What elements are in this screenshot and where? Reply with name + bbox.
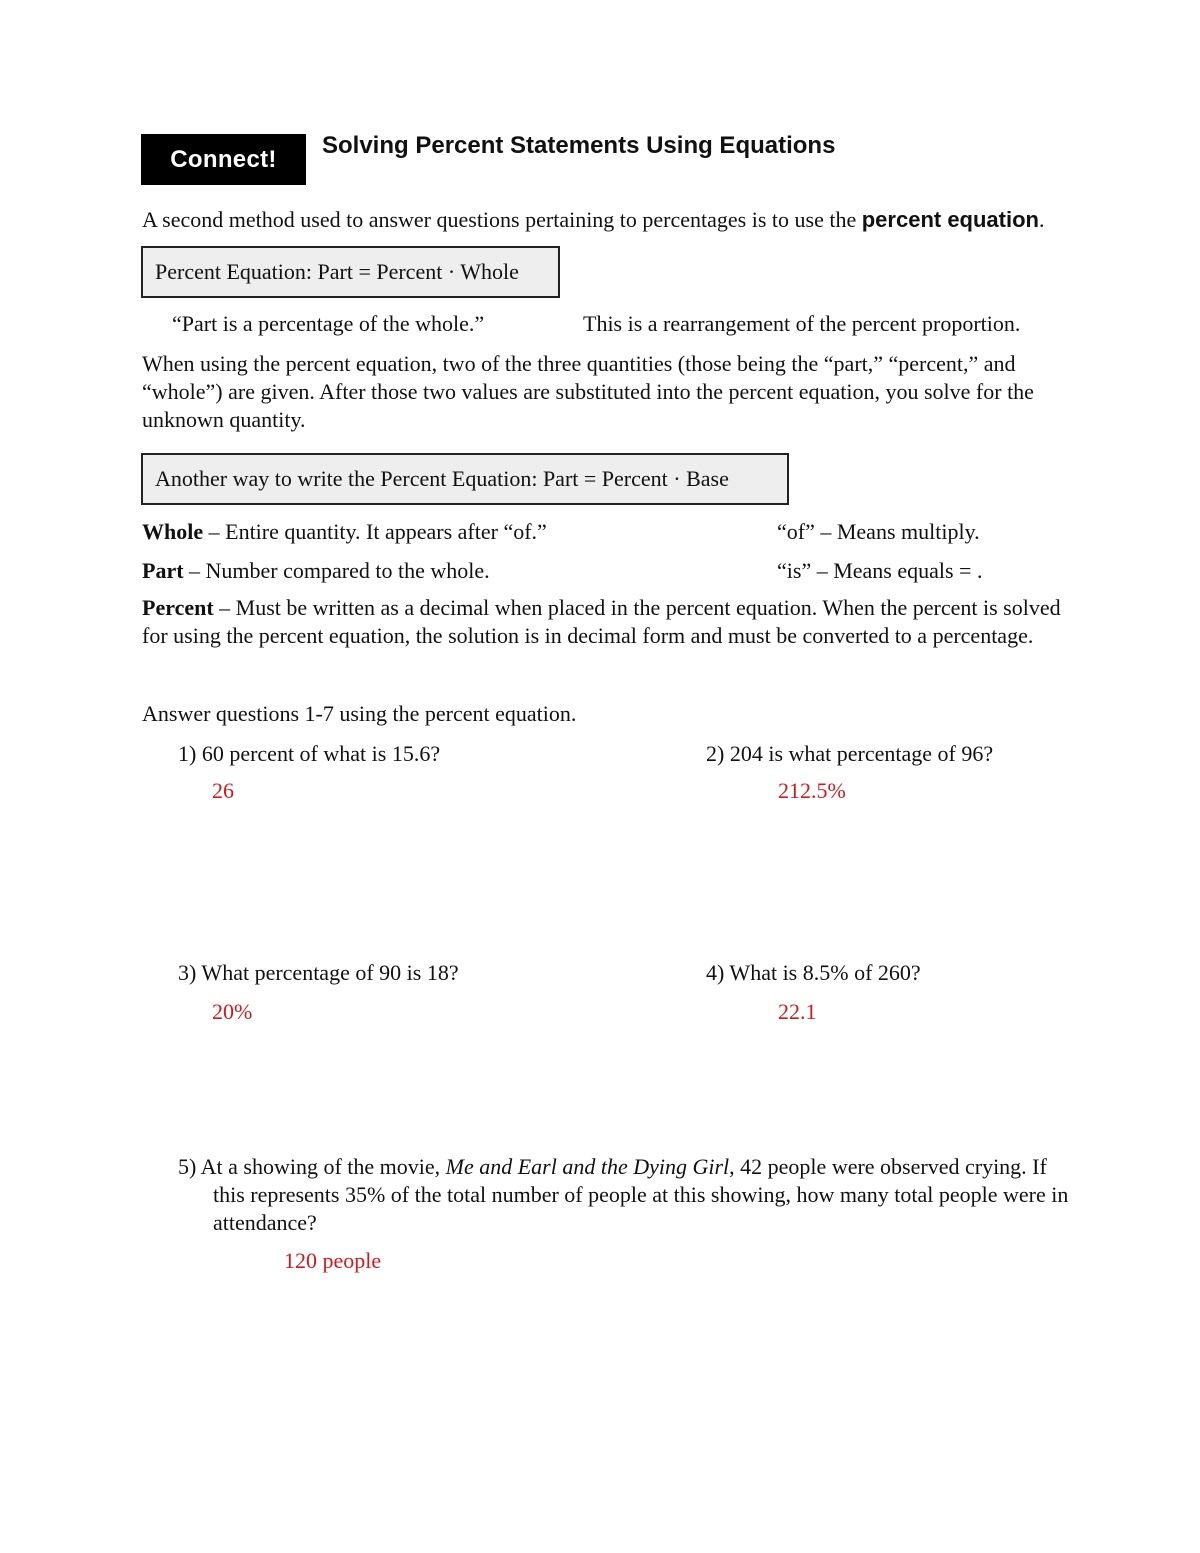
intro-text: [142, 206, 1044, 234]
definition-percent: [142, 594, 1142, 650]
paragraph-line-1: When using the percent equation, two of the three quantities (those being the “part,” “percent,” and: [142, 351, 1016, 376]
term-part: Part: [142, 558, 184, 583]
intro-lead: A second method used to answer questions pertaining to percentages is to use the: [142, 207, 862, 232]
question-5-line-2: this represents 35% of the total number of people at this showing, how many total people were in: [213, 1182, 1069, 1207]
question-5-line-1: [178, 1153, 1138, 1181]
definition-whole: [142, 518, 547, 546]
explanation-paragraph: [142, 350, 1132, 434]
question-4: 4) What is 8.5% of 260?: [706, 960, 921, 985]
answer-3: 20%: [212, 999, 253, 1024]
percent-line-1: [142, 594, 1142, 622]
question-5-tail: , 42 people were observed crying. If: [729, 1154, 1047, 1179]
definition-of: “of” – Means multiply.: [777, 519, 980, 544]
percent-equation-text: Percent Equation: Part = Percent · Whole: [155, 259, 519, 284]
question-5-line-3: attendance?: [213, 1210, 317, 1235]
paragraph-line-3: unknown quantity.: [142, 407, 306, 432]
term-whole: Whole: [142, 519, 204, 544]
alternate-equation-text: Another way to write the Percent Equation: Part = Percent · Base: [155, 466, 729, 491]
answer-4: 22.1: [778, 999, 817, 1024]
rearrangement-note: This is a rearrangement of the percent proportion.: [583, 311, 1021, 336]
movie-title: Me and Earl and the Dying Girl: [445, 1154, 730, 1179]
answer-5: 120 people: [284, 1248, 382, 1273]
part-description: – Number compared to the whole.: [183, 558, 490, 583]
question-2: 2) 204 is what percentage of 96?: [706, 741, 994, 766]
question-3: 3) What percentage of 90 is 18?: [178, 960, 459, 985]
question-5: [178, 1153, 1138, 1237]
percent-line-2: for using the percent equation, the solution is in decimal form and must be converted to a percentage.: [142, 623, 1034, 648]
term-percent: Percent: [142, 595, 214, 620]
intro-end: .: [1038, 207, 1045, 232]
paragraph-line-2: “whole”) are given. After those two values are substituted into the percent equation, you solve for the: [142, 379, 1034, 404]
percent-description-1: – Must be written as a decimal when placed in the percent equation. When the percent is solved: [213, 595, 1061, 620]
quote-text: “Part is a percentage of the whole.”: [172, 311, 485, 336]
definition-part: [142, 557, 490, 585]
answer-1: 26: [212, 778, 234, 803]
alternate-equation-box: [141, 453, 789, 505]
whole-description: – Entire quantity. It appears after “of.”: [203, 519, 547, 544]
connect-badge: Connect!: [141, 134, 306, 185]
section-title: Solving Percent Statements Using Equations: [322, 132, 836, 159]
intro-term: percent equation: [861, 207, 1039, 232]
instructions: Answer questions 1-7 using the percent equation.: [142, 701, 577, 726]
answer-2: 212.5%: [778, 778, 846, 803]
question-5-lead: 5) At a showing of the movie,: [178, 1154, 446, 1179]
percent-equation-box: [141, 246, 560, 298]
definition-is: “is” – Means equals = .: [777, 558, 983, 583]
question-1: 1) 60 percent of what is 15.6?: [178, 741, 441, 766]
